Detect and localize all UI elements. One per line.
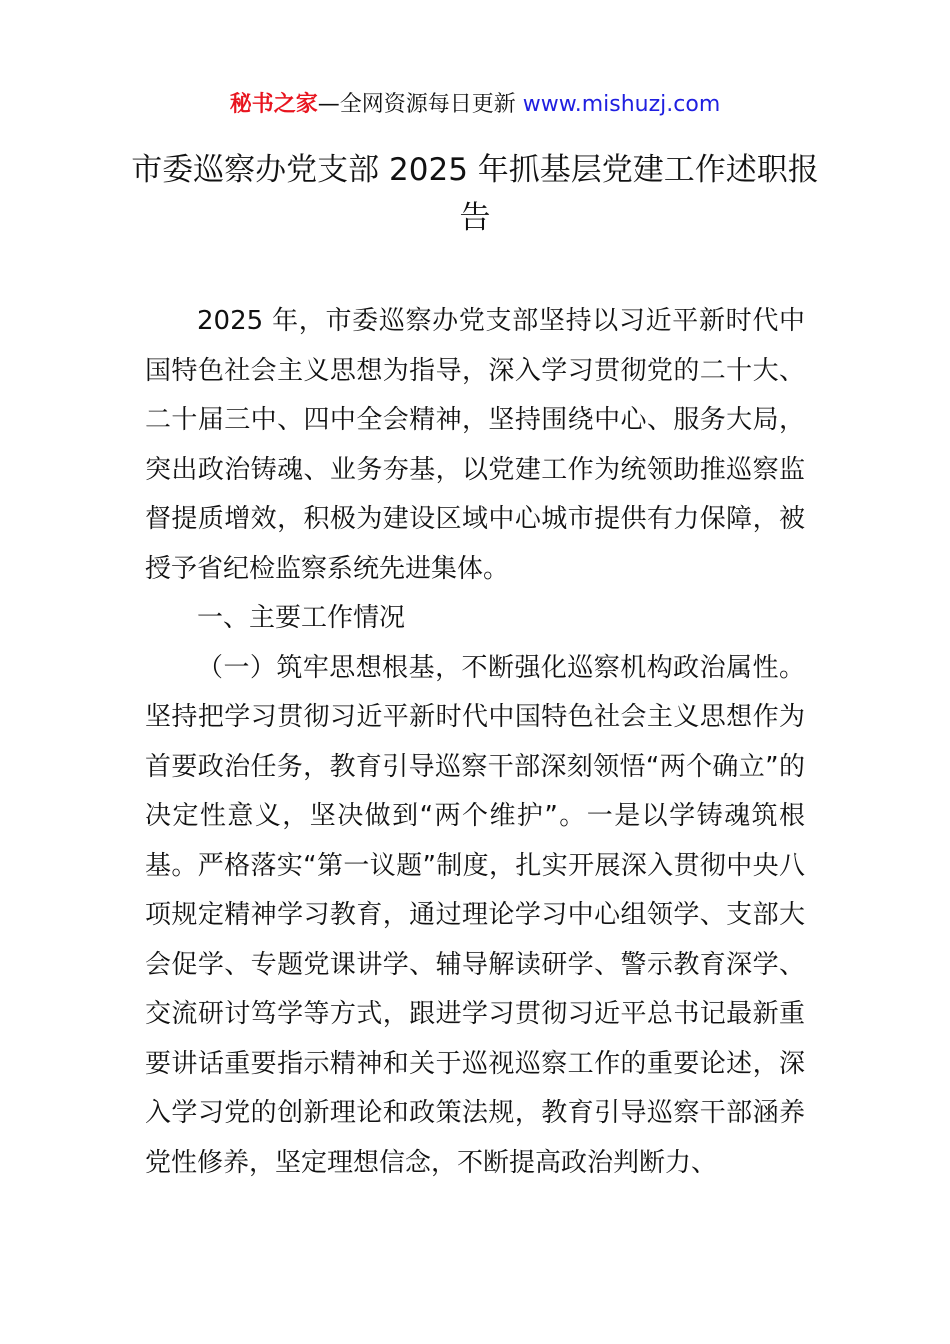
- section-paragraph: （一）筑牢思想根基，不断强化巡察机构政治属性。坚持把学习贯彻习近平新时代中国特色社会主义思想作为首要政治任务，教育引导巡察干部深刻领悟“两个确立”的决定性意义，坚决做到“两个维护”。一是以学铸魂筑根基。严格落实“第一议题”制度，扎实开展深入贯彻中央八项规定精神学习教育，通过理论学习中心组领学、支部大会促学、专题党课讲学、辅导解读研学、警示教育深学、交流研讨笃学等方式，跟进学习贯彻习近平总书记最新重要讲话重要指示精神和关于巡视巡察工作的重要论述，深入学习党的创新理论和政策法规，教育引导巡察干部涵养党性修养，坚定理想信念，不断提高政治判断力、: [145, 652, 805, 1178]
- intro-paragraph: 2025 年，市委巡察办党支部坚持以习近平新时代中国特色社会主义思想为指导，深入学习贯彻党的二十大、二十届三中、四中全会精神，坚持围绕中心、服务大局，突出政治铸魂、业务夯基，以党建工作为统领助推巡察监督提质增效，积极为建设区域中心城市提供有力保障，被授予省纪检监察系统先进集体。: [145, 306, 805, 584]
- document-body: [145, 297, 805, 1188]
- brand-name: 秘书之家: [229, 92, 318, 117]
- document-title: 市委巡察办党支部 2025 年抓基层党建工作述职报告: [131, 152, 819, 236]
- site-url-link[interactable]: www.mishuzj.com: [522, 92, 721, 117]
- section-heading: 一、主要工作情况: [197, 603, 406, 633]
- site-header: [0, 88, 950, 122]
- header-tagline: —全网资源每日更新: [317, 92, 523, 117]
